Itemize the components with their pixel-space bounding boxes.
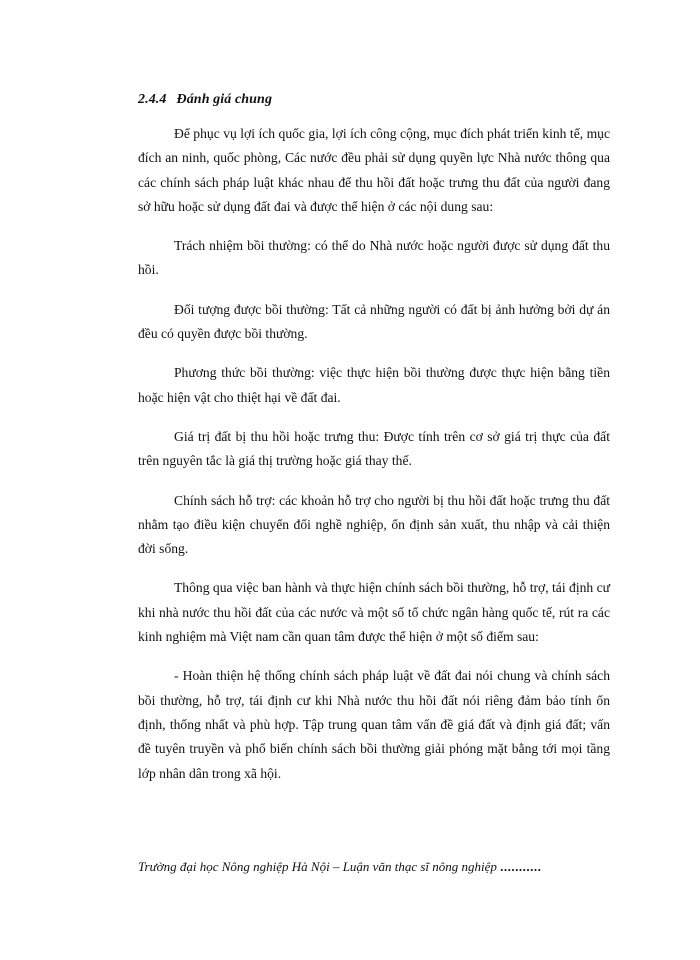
paragraph-lessons: Thông qua việc ban hành và thực hiện chính sách bồi thường, hỗ trợ, tái định cư khi nhà nước thu hồi đất của các nước và một số tổ chức ngân hàng quốc tế, rút ra các kinh nghiệm mà Việt nam cần quan tâm được thể hiện ở một số điểm sau:	[138, 580, 610, 645]
paragraph-support-policy: Chính sách hỗ trợ: các khoản hỗ trợ cho người bị thu hồi đất hoặc trưng thu đất nhằm tạo điều kiện chuyển đổi nghề nghiệp, ổn định sản xuất, thu nhập và cải thiện đời sống.	[138, 492, 610, 557]
paragraph-intro: Để phục vụ lợi ích quốc gia, lợi ích công cộng, mục đích phát triển kinh tế, mục đích an ninh, quốc phòng, Các nước đều phải sử dụng quyền lực Nhà nước thông qua các chính sách pháp luật khác nhau để thu hồi đất hoặc trưng thu đất của người đang sở hữu hoặc sử dụng đất đai và được thể hiện ở các nội dung sau:	[138, 126, 610, 214]
section-heading	[138, 92, 610, 108]
document-page	[138, 92, 610, 801]
section-number: 2.4.4	[138, 92, 167, 107]
footer-text: Trường đại học Nông nghiệp Hà Nội – Luận văn thạc sĩ nông nghiệp	[138, 859, 497, 874]
paragraph-beneficiaries: Đối tượng được bồi thường: Tất cả những người có đất bị ảnh hưởng bởi dự án đều có quyền được bồi thường.	[138, 301, 610, 342]
footer-dots: ...........	[500, 859, 542, 874]
paragraph-land-value: Giá trị đất bị thu hồi hoặc trưng thu: Được tính trên cơ sở giá trị thực của đất trên nguyên tắc là giá thị trường hoặc giá thay thế.	[138, 428, 610, 469]
paragraph-method: Phương thức bồi thường: việc thực hiện bồi thường được thực hiện bằng tiền hoặc hiện vật cho thiệt hại về đất đai.	[138, 365, 610, 405]
page-footer	[138, 859, 610, 875]
section-title: Đánh giá chung	[176, 92, 273, 107]
paragraph-responsibility: Trách nhiệm bồi thường: có thể do Nhà nước hoặc người được sử dụng đất thu hồi.	[138, 238, 610, 278]
paragraph-recommendation: - Hoàn thiện hệ thống chính sách pháp luật về đất đai nói chung và chính sách bồi thường, hỗ trợ, tái định cư khi Nhà nước thu hồi đất nói riêng đảm bảo tính ổn định, thống nhất và phù hợp. Tập trung quan tâm vấn đề giá đất và định giá đất; vấn đề tuyên truyền và phổ biến chính sách bồi thường giải phóng mặt bằng tới mọi tầng lớp nhân dân trong xã hội.	[138, 668, 610, 781]
